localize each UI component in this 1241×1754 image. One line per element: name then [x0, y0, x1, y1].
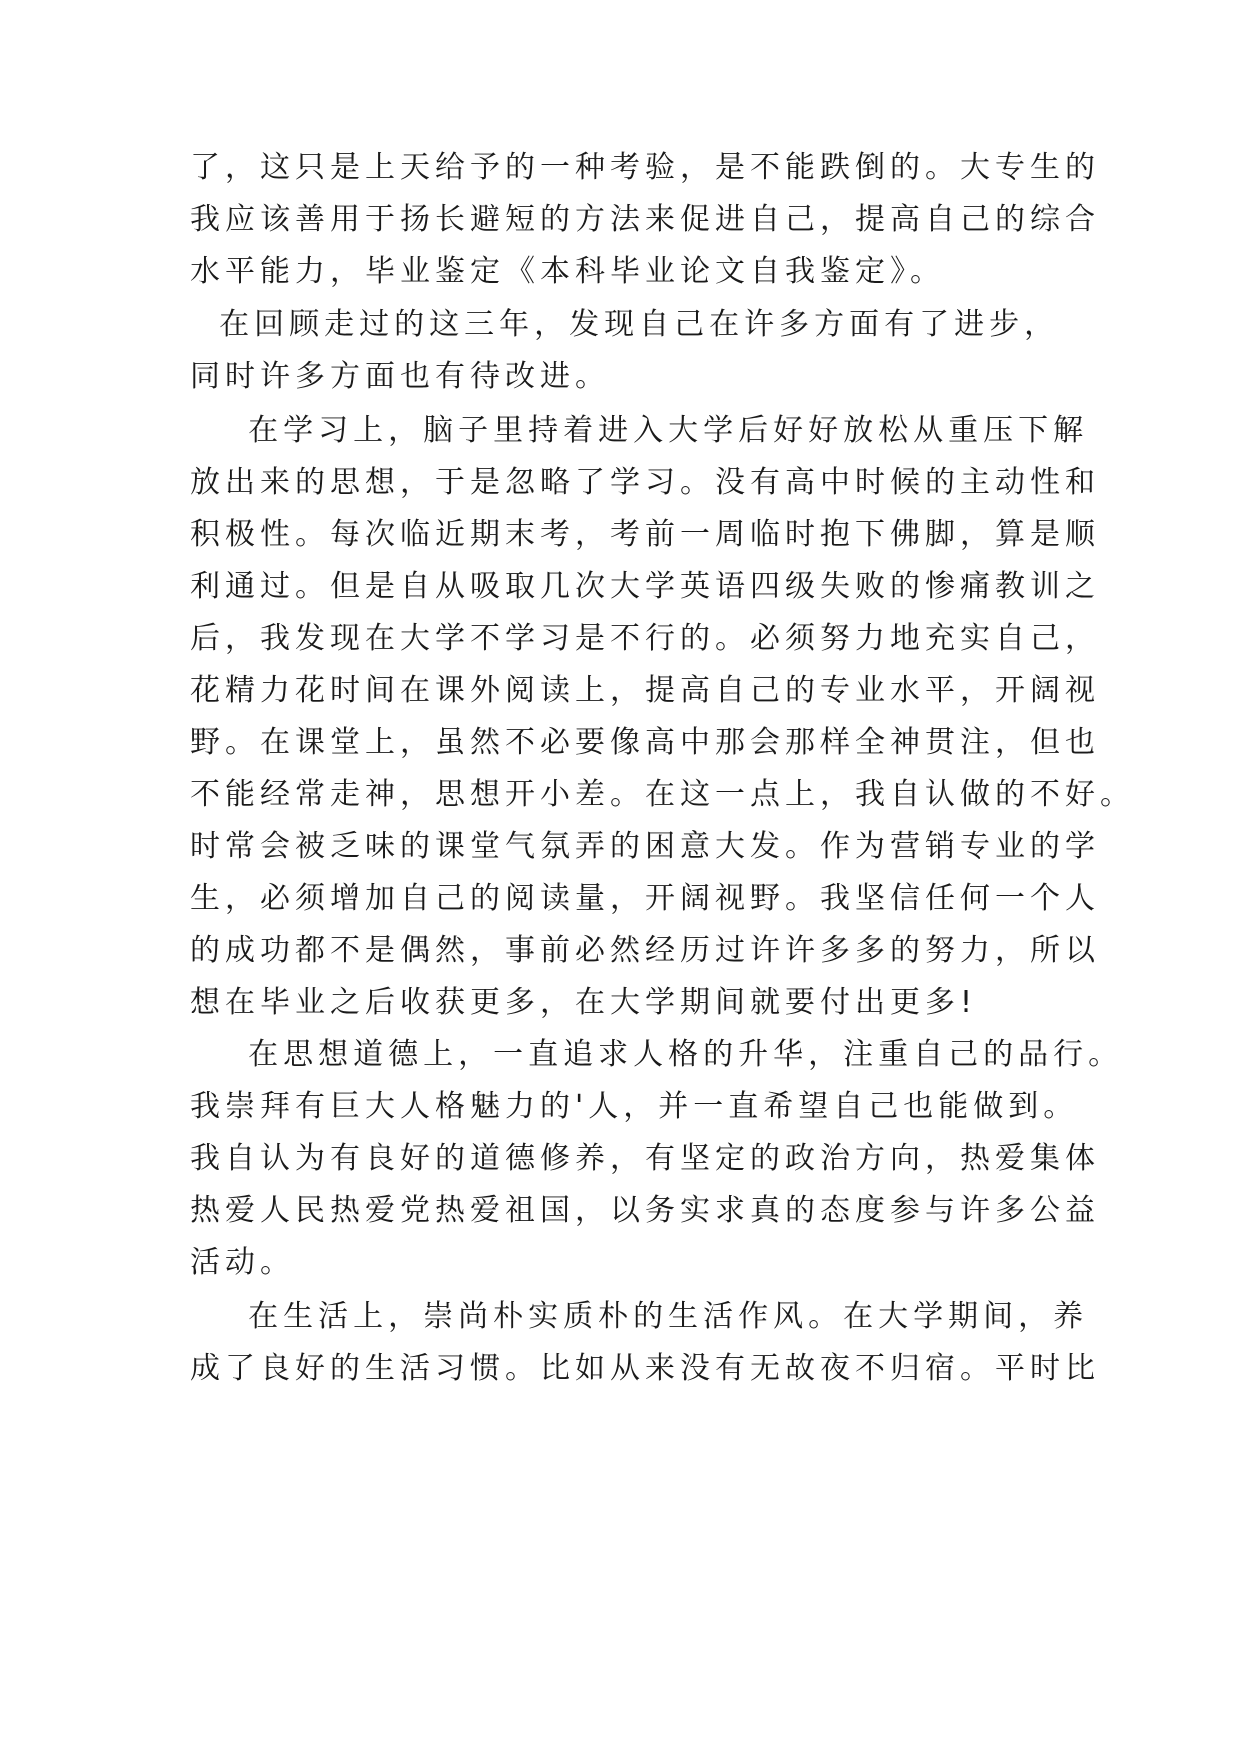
- text-line: 想在毕业之后收获更多，在大学期间就要付出更多!: [190, 985, 978, 1020]
- text-line: 在学习上，脑子里持着进入大学后好好放松从重压下解: [190, 413, 1089, 448]
- text-line: 时常会被乏味的课堂气氛弄的困意大发。作为营销专业的学: [190, 829, 1100, 864]
- text-line: 活动。: [190, 1245, 295, 1280]
- text-line: 水平能力，毕业鉴定《本科毕业论文自我鉴定》。: [190, 254, 945, 289]
- text-line: 我应该善用于扬长避短的方法来促进自己，提高自己的综合: [190, 202, 1100, 237]
- text-line: 在生活上，崇尚朴实质朴的生活作风。在大学期间，养: [190, 1299, 1089, 1334]
- text-line: 野。在课堂上，虽然不必要像高中那会那样全神贯注，但也: [190, 725, 1100, 760]
- text-line: 放出来的思想，于是忽略了学习。没有高中时候的主动性和: [190, 465, 1100, 500]
- text-line: 不能经常走神，思想开小差。在这一点上，我自认做的不好。: [190, 777, 1135, 812]
- text-line: 成了良好的生活习惯。比如从来没有无故夜不归宿。平时比: [190, 1351, 1100, 1386]
- text-line: 积极性。每次临近期末考，考前一周临时抱下佛脚，算是顺: [190, 517, 1100, 552]
- text-line: 我自认为有良好的道德修养，有坚定的政治方向，热爱集体: [190, 1141, 1100, 1176]
- text-line: 花精力花时间在课外阅读上，提高自己的专业水平，开阔视: [190, 673, 1100, 708]
- text-line: 生，必须增加自己的阅读量，开阔视野。我坚信任何一个人: [190, 881, 1100, 916]
- text-line: 后，我发现在大学不学习是不行的。必须努力地充实自己，: [190, 621, 1100, 656]
- text-line: 的成功都不是偶然，事前必然经历过许许多多的努力，所以: [190, 933, 1100, 968]
- text-line: 我崇拜有巨大人格魅力的'人，并一直希望自己也能做到。: [190, 1089, 1079, 1124]
- text-line: 同时许多方面也有待改进。: [190, 359, 610, 394]
- text-line: 了，这只是上天给予的一种考验，是不能跌倒的。大专生的: [190, 150, 1100, 185]
- text-line: 利通过。但是自从吸取几次大学英语四级失败的惨痛教训之: [190, 569, 1100, 604]
- text-line: 在思想道德上，一直追求人格的升华，注重自己的品行。: [190, 1037, 1124, 1072]
- text-line: 在回顾走过的这三年，发现自己在许多方面有了进步，: [190, 307, 1060, 342]
- text-line: 热爱人民热爱党热爱祖国，以务实求真的态度参与许多公益: [190, 1193, 1100, 1228]
